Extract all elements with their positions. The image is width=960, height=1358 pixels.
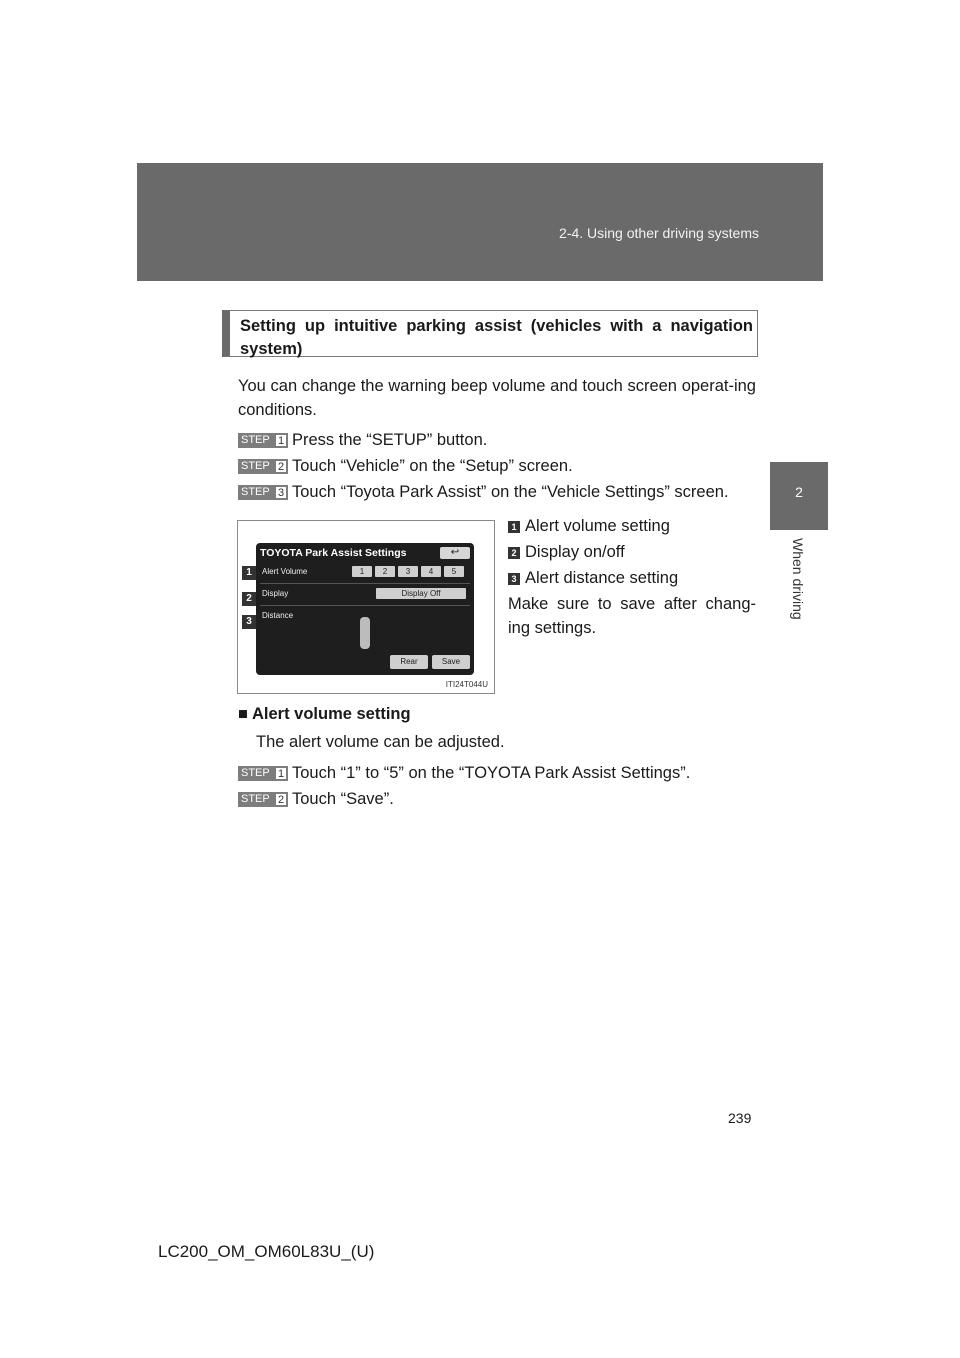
save-button: Save [432, 655, 470, 669]
alert-volume-row [260, 563, 470, 584]
row-label: Alert Volume [262, 567, 308, 576]
display-row [260, 585, 470, 606]
legend-number: 3 [508, 573, 520, 585]
car-icon [360, 617, 370, 649]
step-badge: STEP 2 [238, 792, 288, 807]
legend-number: 1 [508, 521, 520, 533]
row-label: Distance [262, 611, 294, 620]
step-badge: STEP 3 [238, 485, 288, 500]
legend-number: 2 [508, 547, 520, 559]
subsection-description: The alert volume can be adjusted. [256, 733, 505, 751]
step-text: Touch “Vehicle” on the “Setup” screen. [292, 457, 573, 476]
callout-1: 1 [242, 566, 256, 580]
rear-button: Rear [390, 655, 428, 669]
subsection-heading [238, 705, 411, 724]
volume-button-3: 3 [398, 566, 418, 577]
step-text: Touch “Save”. [292, 790, 394, 809]
legend-item-3 [508, 566, 678, 590]
volume-button-4: 4 [421, 566, 441, 577]
step-1 [238, 431, 487, 451]
step-3 [238, 483, 729, 503]
section-header: 2-4. Using other driving systems [559, 225, 759, 241]
chapter-label: When driving [790, 538, 806, 620]
display-off-button: Display Off [376, 588, 466, 599]
volume-button-5: 5 [444, 566, 464, 577]
bullet-square: ■ [238, 705, 248, 723]
step-text: Touch “Toyota Park Assist” on the “Vehicle Settings” screen. [292, 483, 729, 502]
legend-text: Alert distance setting [525, 569, 679, 587]
callout-3: 3 [242, 615, 256, 629]
intro-text: You can change the warning beep volume and touch screen operat-ing conditions. [238, 377, 756, 419]
substep-2 [238, 790, 394, 810]
step-badge: STEP 1 [238, 766, 288, 781]
step-text: Press the “SETUP” button. [292, 431, 488, 450]
chapter-tab [770, 462, 828, 530]
callout-2: 2 [242, 592, 256, 606]
volume-button-2: 2 [375, 566, 395, 577]
step-badge: STEP 2 [238, 459, 288, 474]
screen-title: TOYOTA Park Assist Settings [260, 547, 407, 559]
back-button: ↩ [440, 547, 470, 559]
figure-code: ITI24T044U [445, 680, 488, 689]
save-note: Make sure to save after chang-ing settings. [508, 595, 756, 637]
step-text: Touch “1” to “5” on the “TOYOTA Park Assist Settings”. [292, 764, 691, 783]
subsection-title: Alert volume setting [251, 705, 411, 723]
step-2 [238, 457, 573, 477]
page-number: 239 [728, 1110, 752, 1126]
section-title: Setting up intuitive parking assist (vehicles with a navigation system) [222, 310, 758, 357]
legend-text: Display on/off [525, 543, 625, 561]
row-label: Display [262, 589, 289, 598]
chapter-number: 2 [795, 484, 803, 500]
step-badge: STEP 1 [238, 433, 288, 448]
screen-display [256, 543, 474, 675]
volume-button-1: 1 [352, 566, 372, 577]
settings-screen-figure [237, 520, 495, 694]
substep-1 [238, 764, 690, 784]
legend-item-1 [508, 514, 670, 538]
footer-code: LC200_OM_OM60L83U_(U) [158, 1242, 375, 1261]
header-band [137, 163, 823, 281]
legend-item-2 [508, 540, 625, 564]
legend-text: Alert volume setting [525, 517, 670, 535]
